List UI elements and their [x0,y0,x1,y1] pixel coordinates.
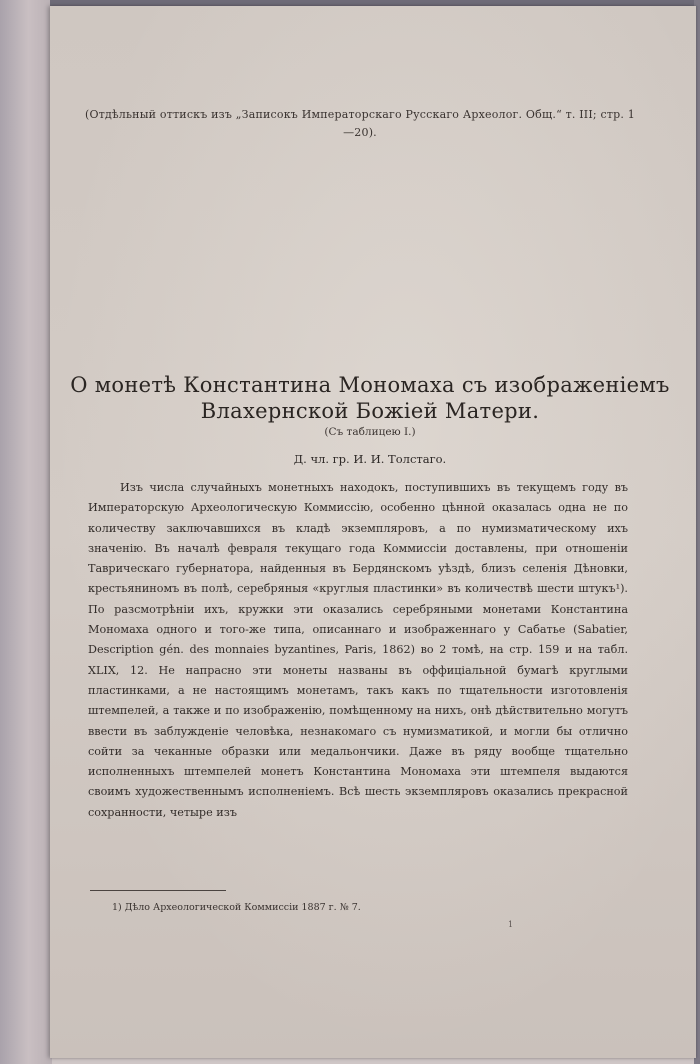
book-page [50,6,696,1058]
article-author: Д. чл. гр. И. И. Толстаго. [293,452,447,466]
book-spine-edge [0,0,52,1064]
article-body [88,478,628,823]
footnote: 1) Дѣло Археологической Коммиссіи 1887 г. № 7. [112,902,361,913]
footnote-divider [90,890,226,891]
body-paragraph: Изъ числа случайныхъ монетныхъ находокъ, поступившихъ въ текущемъ году въ Императорскую Археологическую Коммиссію, особенно цѣнной оказалась одна не по количеству заключавшихся въ кладѣ экземпляровъ, а по нумизматическому ихъ значенію. Въ началѣ февраля текущаго года Коммиссіи доставлены, при отношеніи Таврическаго губернатора, найденныя въ Бердянскомъ уѣздѣ, близъ селенія Дѣновки, крестьяниномъ въ полѣ, серебряныя «круглыя пластинки» въ количествѣ шести штукъ¹). По разсмотрѣніи ихъ, кружки эти оказались серебряными монетами Константина Мономаха одного и того-же типа, описаннаго и изображеннаго у Сабатье (Sabatier, Description gén. des monnaies byzantines, Paris, 1862) во 2 томѣ, на стр. 159 и на табл. XLIX, 12. Не напрасно эти монеты названы въ оффиціальной бумагѣ круглыми пластинками, а не настоящимъ монетамъ, такъ какъ по тщательности изготовленія штемпелей, а также и по изображенію, помѣщенному на нихъ, онѣ дѣйствительно могутъ ввести въ заблужденіе человѣка, незнакомаго съ нумизматикой, и могли бы отлично сойти за чеканные образки или медальончики. Даже въ ряду вообще тщательно исполненныхъ штемпелей монетъ Константина Мономаха эти штемпеля выдаются своимъ художественнымъ исполненіемъ. Всѣ шесть экземпляровъ оказались прекрасной сохранности, четыре изъ [88,481,628,819]
offprint-note: (Отдѣльный оттискъ изъ „Записокъ Императорскаго Русскаго Археолог. Общ.“ т. III; стр. 1—20). [85,108,635,139]
article-title: О монетѣ Константина Мономаха съ изображеніемъ Влахернской Божіей Матери. [70,373,670,423]
article-subtitle: (Съ таблицею I.) [324,426,416,438]
margin-mark: 1 [508,920,514,929]
